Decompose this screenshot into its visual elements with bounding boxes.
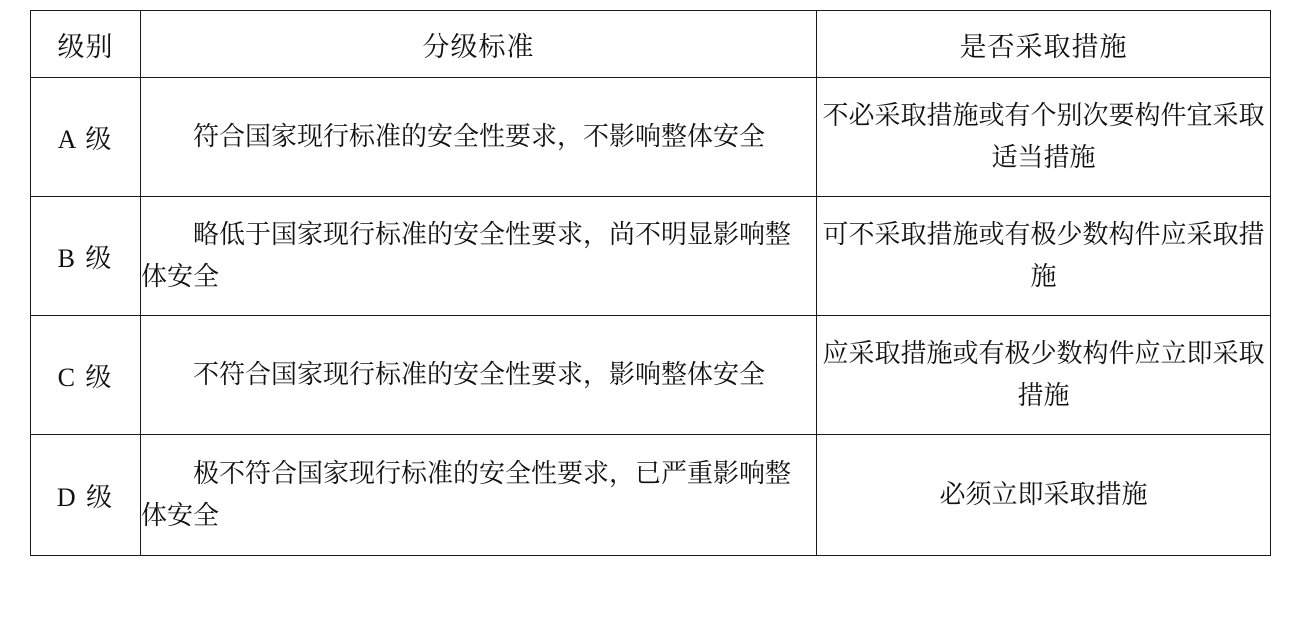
cell-criteria: 略低于国家现行标准的安全性要求，尚不明显影响整体安全	[141, 197, 817, 316]
table-row	[31, 435, 1271, 556]
header-cell-criteria	[141, 11, 817, 78]
header-cell-measure	[817, 11, 1271, 78]
cell-level	[31, 316, 141, 435]
measure-label: 必须立即采取措施	[939, 479, 1148, 509]
table-header	[31, 11, 1271, 78]
level-label: A 级	[57, 124, 114, 154]
cell-criteria: 不符合国家现行标准的安全性要求，影响整体安全	[141, 316, 817, 435]
table-header-row	[31, 11, 1271, 78]
level-label: B 级	[57, 243, 114, 273]
cell-level	[31, 197, 141, 316]
cell-measure	[817, 435, 1271, 556]
header-label-level: 级别	[57, 31, 114, 62]
header-label-criteria: 分级标准	[422, 31, 535, 62]
cell-measure: 可不采取措施或有极少数构件应采取措施	[817, 197, 1271, 316]
cell-level	[31, 78, 141, 197]
level-label: C 级	[57, 362, 114, 392]
cell-measure: 应采取措施或有极少数构件应立即采取措施	[817, 316, 1271, 435]
grade-table-container	[30, 10, 1270, 556]
cell-criteria: 极不符合国家现行标准的安全性要求，已严重影响整体安全	[141, 435, 817, 556]
grade-table	[30, 10, 1271, 556]
header-cell-level	[31, 11, 141, 78]
table-row	[31, 197, 1271, 316]
cell-measure: 不必采取措施或有个别次要构件宜采取适当措施	[817, 78, 1271, 197]
table-body	[31, 78, 1271, 556]
table-row	[31, 316, 1271, 435]
cell-level	[31, 435, 141, 556]
header-label-measure: 是否采取措施	[959, 31, 1128, 62]
level-label: D 级	[56, 482, 115, 512]
cell-criteria: 符合国家现行标准的安全性要求，不影响整体安全	[141, 78, 817, 197]
table-row	[31, 78, 1271, 197]
